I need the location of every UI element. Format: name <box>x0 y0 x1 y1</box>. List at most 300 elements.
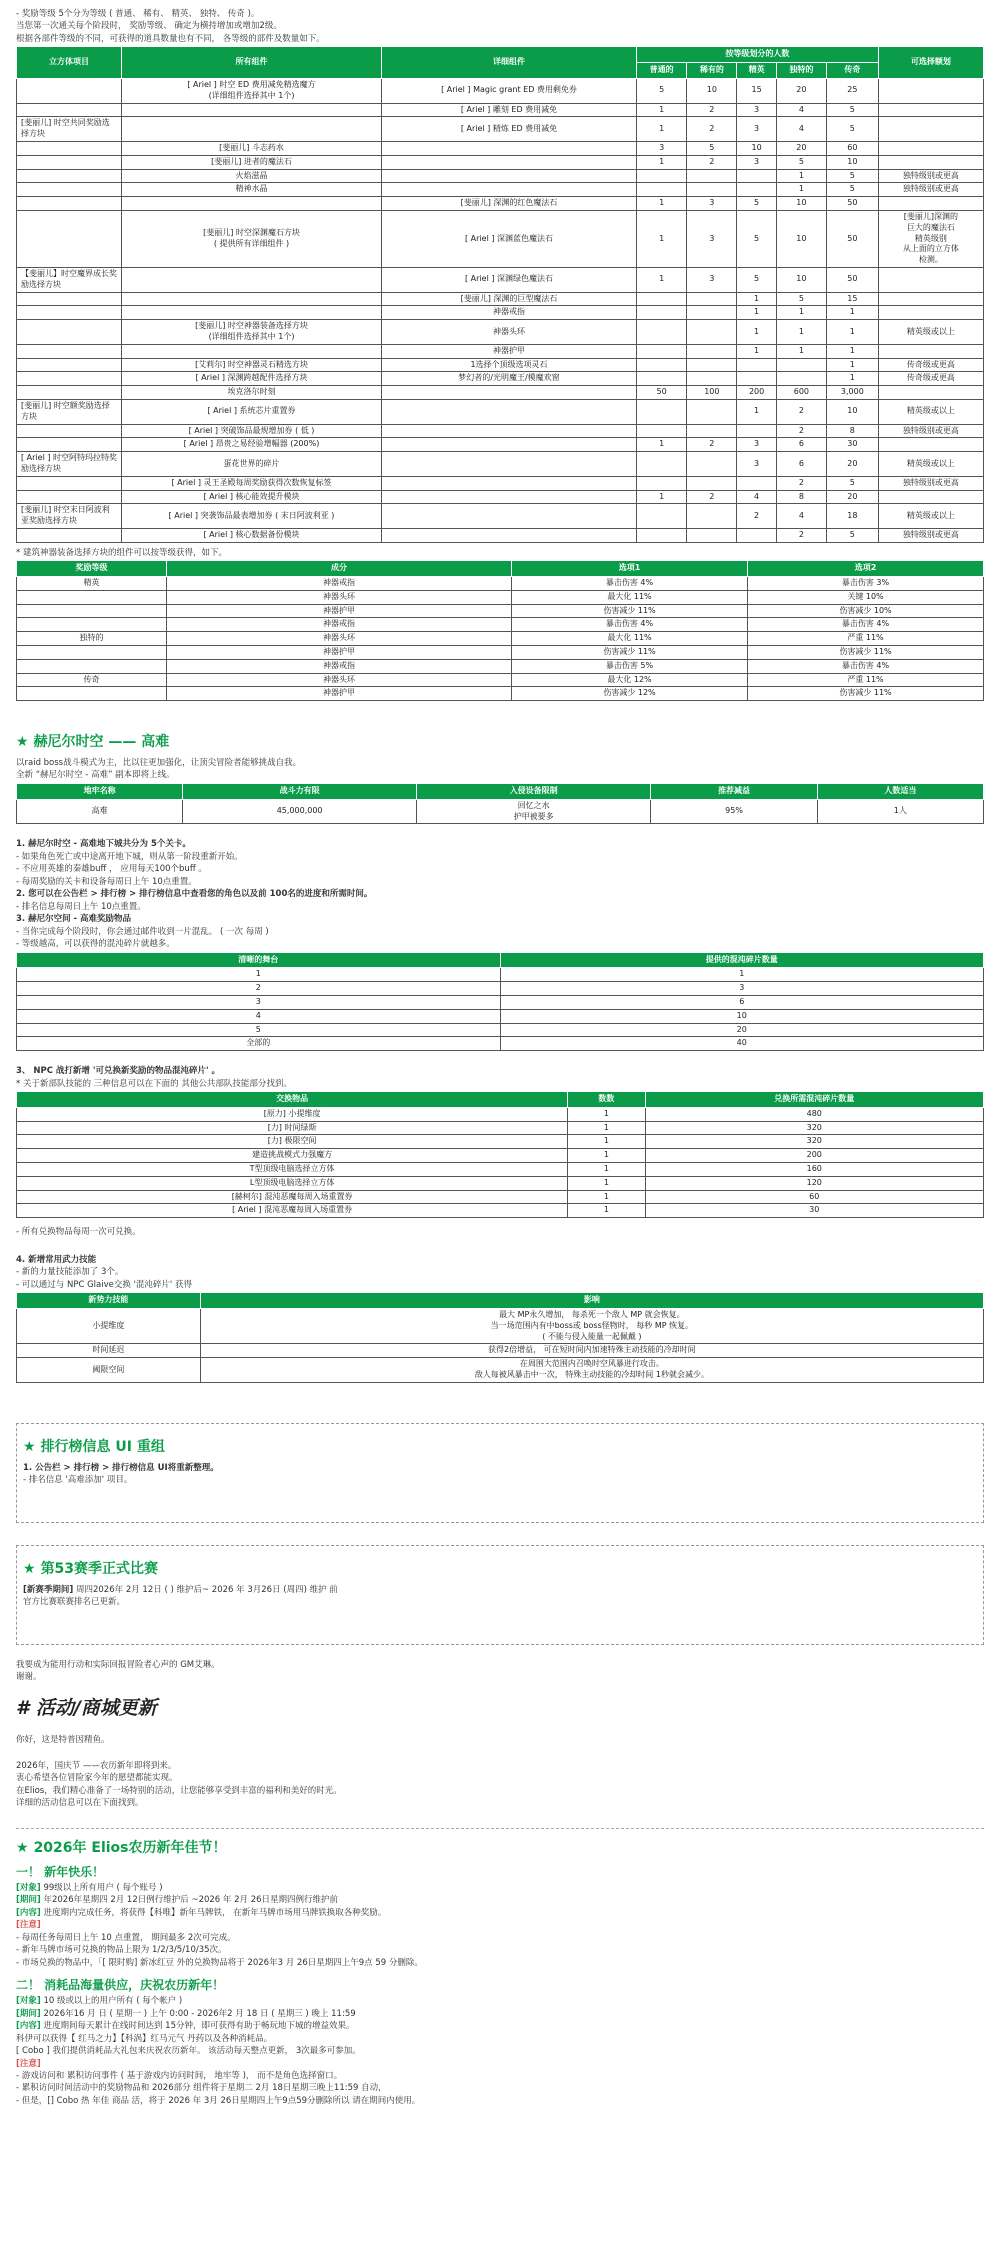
grade-cell <box>17 590 167 604</box>
table-row <box>17 659 984 673</box>
cube-cell <box>17 155 122 169</box>
exchange-header: 交换物品 <box>17 1092 568 1108</box>
star-icon: ★ <box>16 1839 29 1856</box>
exchange-item-cell: [力] 极限空间 <box>17 1135 568 1149</box>
component-cell: [斐丽儿] 时空深渊魔石方块 ( 提供所有详细组件 ) <box>122 210 382 267</box>
table-row <box>17 982 984 996</box>
detail-cell <box>382 424 637 438</box>
table-row <box>17 320 984 345</box>
table-row <box>17 358 984 372</box>
tier-count-cell: 4 <box>776 103 826 117</box>
detail-cell <box>382 386 637 400</box>
info-cell: 45,000,000 <box>183 799 417 824</box>
tier-count-cell: 2 <box>776 476 826 490</box>
tier-count-cell: 3 <box>687 267 737 292</box>
table-row <box>17 1190 984 1204</box>
header-grade: 奖励等级 <box>17 561 167 577</box>
npc-note: * 关于新部队技能的 三种信息可以在下面的 其他公共部队技能部分找到。 <box>16 1078 292 1089</box>
skill-header: 新势力技能 <box>17 1293 201 1309</box>
tier-count-cell <box>637 399 687 424</box>
optional-cell <box>878 103 983 117</box>
shard-count-cell: 20 <box>500 1023 984 1037</box>
exchange-cost-cell: 320 <box>645 1135 983 1149</box>
stage-cell: 5 <box>17 1023 501 1037</box>
tier-count-cell: 600 <box>776 386 826 400</box>
cube-cell <box>17 386 122 400</box>
exchange-count-cell: 1 <box>568 1163 645 1177</box>
tier-count-cell: 2 <box>687 490 737 504</box>
detail-cell: [ Ariel ] 精炼 ED 费用减免 <box>382 117 637 142</box>
optional-cell <box>878 292 983 306</box>
table-row <box>17 267 984 292</box>
table-row <box>17 292 984 306</box>
component-cell: [ Ariel ] 系统芯片重置券 <box>122 399 382 424</box>
event-title: # 活动/商城更新 <box>16 1696 157 1719</box>
cube-cell <box>17 372 122 386</box>
optional-cell <box>878 155 983 169</box>
tier-count-cell: 60 <box>826 141 878 155</box>
optional-cell: 精英级或以上 <box>878 399 983 424</box>
skill-name: 阈限空间 <box>17 1358 201 1383</box>
tier-count-cell <box>637 292 687 306</box>
component-cell <box>122 292 382 306</box>
cube-cell <box>17 197 122 211</box>
exchange-cost-cell: 160 <box>645 1163 983 1177</box>
optional-cell: 传奇级或更高 <box>878 358 983 372</box>
table-row <box>17 197 984 211</box>
table-row <box>17 1107 984 1121</box>
component-cell: [ Ariel ] 突破饰品最规增加券 ( 低 ) <box>122 424 382 438</box>
exchange-count-cell: 1 <box>568 1107 645 1121</box>
info-header: 战斗力有限 <box>183 783 417 799</box>
table-row <box>17 1149 984 1163</box>
exchange-header: 数数 <box>568 1092 645 1108</box>
tier-count-cell <box>687 476 737 490</box>
option2-cell: 暴击伤害 4% <box>748 618 984 632</box>
tier-count-cell: 1 <box>637 197 687 211</box>
stage-cell: 4 <box>17 1009 501 1023</box>
tier-count-cell: 3 <box>687 197 737 211</box>
tier-count-cell: 5 <box>776 155 826 169</box>
table-row <box>17 306 984 320</box>
info-cell: 高难 <box>17 799 183 824</box>
stage-cell: 1 <box>17 968 501 982</box>
tier-count-cell: 3 <box>687 210 737 267</box>
header-tier-count: 按等级划分的人数 <box>637 47 879 63</box>
detail-cell: [ Ariel ] 雕刻 ED 费用减免 <box>382 103 637 117</box>
tier-count-cell <box>637 424 687 438</box>
table-row <box>17 183 984 197</box>
table-row <box>17 169 984 183</box>
tier-count-cell <box>776 358 826 372</box>
note-line: - 奖励等级 5个分为等级 ( 普通、 稀有、 精英、 独特、 传奇 )。 <box>16 9 260 19</box>
ranking-line: - 排名信息 '高难添加' 项目。 <box>23 1475 133 1486</box>
tier-count-cell <box>637 344 687 358</box>
stage-table <box>16 952 984 1052</box>
detail-cell <box>382 476 637 490</box>
component-cell: [ Ariel ] 突袭饰品最表增加券 ( 末日阿波利亚 ) <box>122 504 382 529</box>
optional-cell: 独特级别或更高 <box>878 169 983 183</box>
shard-count-cell: 1 <box>500 968 984 982</box>
top-notes <box>16 9 984 45</box>
tier-count-cell: 50 <box>637 386 687 400</box>
grade-cell <box>17 645 167 659</box>
grade-cell: 独特的 <box>17 632 167 646</box>
tier-count-cell: 10 <box>687 79 737 104</box>
tier-count-cell: 2 <box>687 438 737 452</box>
tier-count-cell: 3 <box>737 155 776 169</box>
tier-count-cell <box>737 372 776 386</box>
skill-name: 小提维度 <box>17 1308 201 1343</box>
component-cell <box>122 267 382 292</box>
optional-cell: 传奇级或更高 <box>878 372 983 386</box>
skill-desc: 获得2倍增益， 可在短时间内加速特殊主动技能的冷却时间 <box>200 1344 983 1358</box>
part-cell: 神器戒指 <box>167 659 512 673</box>
detail-cell: [斐丽儿] 深渊的红色魔法石 <box>382 197 637 211</box>
part-cell: 神器护甲 <box>167 604 512 618</box>
stage-header: 清晰的舞台 <box>17 952 501 968</box>
component-cell: [斐丽儿] 时空神器装备选择方块 (详细组件选择其中 1个) <box>122 320 382 345</box>
newyear-sub1: 一！ 新年快乐！ <box>16 1864 105 1879</box>
table-row <box>17 1135 984 1149</box>
henir-s4-line: - 新的力量技能添加了 3个。 <box>16 1267 124 1278</box>
table-row <box>17 386 984 400</box>
component-cell: [ Ariel ] 核心数据备份模块 <box>122 528 382 542</box>
exchange-cost-cell: 320 <box>645 1121 983 1135</box>
season-title: ★ 第53赛季正式比赛 <box>23 1560 159 1577</box>
tier-count-cell: 1 <box>737 399 776 424</box>
cube-cell <box>17 490 122 504</box>
option1-cell: 伤害减少 11% <box>512 645 748 659</box>
shard-count-cell: 40 <box>500 1037 984 1051</box>
table-row <box>17 504 984 529</box>
tier-count-cell: 5 <box>826 117 878 142</box>
tier-count-cell: 2 <box>776 528 826 542</box>
part-cell: 神器戒指 <box>167 576 512 590</box>
tier-count-cell: 1 <box>776 169 826 183</box>
shard-count-cell: 3 <box>500 982 984 996</box>
exchange-cost-cell: 480 <box>645 1107 983 1121</box>
tier-count-cell: 5 <box>826 103 878 117</box>
table-row <box>17 490 984 504</box>
tier-count-cell: 1 <box>737 344 776 358</box>
cube-cell <box>17 79 122 104</box>
tier-count-cell: 10 <box>737 141 776 155</box>
skill-name: 时间延迟 <box>17 1344 201 1358</box>
optional-cell: 独特级别或更高 <box>878 183 983 197</box>
tier-count-cell: 3 <box>637 141 687 155</box>
henir-s3-line: - 当你完成每个阶段时，你会通过邮件收到一片混乱。 ( 一次 每周 ) <box>16 926 269 937</box>
tier-count-cell: 3,000 <box>826 386 878 400</box>
tier-count-cell: 20 <box>826 452 878 477</box>
tier-count-cell: 1 <box>637 210 687 267</box>
component-cell: [ Ariel ] 时空 ED 费用减免精选魔方 (详细组件选择其中 1个) <box>122 79 382 104</box>
optional-cell: 精英级或以上 <box>878 452 983 477</box>
skill-desc: 在周围大范围内召唤时空风暴进行攻击。 敌人每被风暴击中一次， 特殊主动技能的冷却时间 1秒就会减少。 <box>200 1358 983 1383</box>
newyear-section: ★ 2026年 Elios农历新年佳节！ 一！ 新年快乐！ [对象] 99级以上所有用户 ( 每个账号 ) [期间] 年2026年星期四 2月 12日例行维护后 ~2026 年 2月 26日星期四例行维护前 [内容] 进度期内完成任务，将获得【科唯】新年马牌铁， 在新年马牌市场用马牌铁换取各种奖励。 [注意] - 每周任务每周日上午 10 点重置， 期间最多 2次可完成。 - 新年马牌市场可兑换的物品上限为 1/2/3/5/10/35次。 - 市场兑换的物品中，「[ 限时购] 新冰红豆 外的兑换物品将于 2026年3 月 26日星期四上午9点 59 分删除。 二！ 消耗品海量供应，庆祝农历新年！ [对象] 10 级或以上的用户所有 ( 每个帐户 ) [期间] 2026年16 月 日 ( 星期一 ) 上午 0:00 - 2026年2 月 18 日 ( 星期三 ) 晚上 11:59 [内容] 进度期间每天累计在线时间达到 15分钟，即可获得有助于畅玩地下城的增益效果。 科伊可以获得【 红马之力】【科涡】红马元气 丹药以及各种消耗品。 [ Cobo ] 我们提供消耗品大礼包来庆祝农历新年。 该活动每天整点更新， 3次最多可参加。 [注意] - 游戏访问和 累积访问事件 ( 基于游戏内访问时间， 地牢等 )， 而不是角色选择窗口。 - 累积访问时间活动中的奖励物品和 2026部分 组件将于星期二 2月 18日星期三晚上11:59 自动， - 但是，[] Cobo 热 年佳 商品 活，将于 2026 年 3月 26日星期四上午9点59分删除所以 请在期间内使用。 <box>16 1839 984 2108</box>
component-cell <box>122 117 382 142</box>
table-row <box>17 687 984 701</box>
cube-cell <box>17 438 122 452</box>
tier-count-cell: 10 <box>826 155 878 169</box>
tier-count-cell <box>687 183 737 197</box>
header-option1: 选项1 <box>512 561 748 577</box>
tier-count-cell <box>687 344 737 358</box>
grade-cell: 传奇 <box>17 673 167 687</box>
tier-count-cell: 1 <box>826 358 878 372</box>
tier-count-cell <box>687 452 737 477</box>
tier-count-cell: 1 <box>637 490 687 504</box>
stage-cell: 全部的 <box>17 1037 501 1051</box>
tier-count-cell: 2 <box>687 103 737 117</box>
tier-count-cell <box>637 504 687 529</box>
table-row <box>17 399 984 424</box>
henir-info-table <box>16 783 984 824</box>
component-cell: 蛋花世界的碎片 <box>122 452 382 477</box>
table-row <box>17 372 984 386</box>
detail-cell <box>382 504 637 529</box>
detail-cell: 神器头环 <box>382 320 637 345</box>
tier-count-cell <box>737 528 776 542</box>
detail-cell <box>382 399 637 424</box>
tier-count-cell <box>687 399 737 424</box>
cube-cell: 【斐丽儿】时空魔界成长奖励选择方块 <box>17 267 122 292</box>
tier-count-cell: 1 <box>637 438 687 452</box>
tier-count-cell: 1 <box>776 306 826 320</box>
newyear-title: ★ 2026年 Elios农历新年佳节！ <box>16 1839 227 1856</box>
tier-count-cell: 5 <box>826 476 878 490</box>
table-row <box>17 673 984 687</box>
cube-cell <box>17 103 122 117</box>
component-cell: [艾莉尔] 时空神器灵石精选方块 <box>122 358 382 372</box>
cube-cell <box>17 306 122 320</box>
grade-cell <box>17 604 167 618</box>
cube-cell <box>17 344 122 358</box>
exchange-count-cell: 1 <box>568 1190 645 1204</box>
tier-count-cell: 4 <box>776 504 826 529</box>
exchange-count-cell: 1 <box>568 1135 645 1149</box>
info-header: 人数适当 <box>817 783 983 799</box>
optional-cell <box>878 267 983 292</box>
tier-count-cell: 2 <box>687 155 737 169</box>
event-intro: 你好，这是特普因精鱼。 2026年，国庆节 ——农历新年即将到来。 衷心希望各位冒险家今年的愿望都能实现。 在Elios，我们精心准备了一场特别的活动，让您能够享受到丰富的福利和美好的时光。 详细的活动信息可以在下面找到。 <box>16 1735 342 1809</box>
tier-count-cell: 15 <box>737 79 776 104</box>
tier-count-cell: 2 <box>776 399 826 424</box>
exchange-item-cell: [力] 时间绿斯 <box>17 1121 568 1135</box>
component-cell <box>122 306 382 320</box>
exchange-header: 兑换所需混沌碎片数量 <box>645 1092 983 1108</box>
season-line: 官方比赛联赛排名已更新。 <box>23 1597 126 1608</box>
tier-count-cell <box>637 372 687 386</box>
info-cell: 95% <box>651 799 817 824</box>
exchange-item-cell: T型顶级电脑选择立方体 <box>17 1163 568 1177</box>
table-row <box>17 618 984 632</box>
option2-cell: 关键 10% <box>748 590 984 604</box>
gm-line: 我要成为能用行动和实际回报冒险者心声的 GM艾琳。 <box>16 1659 220 1670</box>
star-icon: ★ <box>23 1438 36 1455</box>
tier-count-cell: 5 <box>737 267 776 292</box>
header-optional: 可选择额划 <box>878 47 983 79</box>
tier-count-cell: 5 <box>737 197 776 211</box>
tier-count-cell: 50 <box>826 267 878 292</box>
tier-count-cell: 15 <box>826 292 878 306</box>
henir-s1-title: 1. 赫尼尔时空 - 高难地下城共分为 5个关卡。 <box>16 839 191 850</box>
tier-count-cell: 1 <box>826 306 878 320</box>
tier-count-cell: 1 <box>826 320 878 345</box>
component-cell: 埃克洛尔时刻 <box>122 386 382 400</box>
detail-cell <box>382 141 637 155</box>
tier-count-cell: 20 <box>776 141 826 155</box>
table-row <box>17 476 984 490</box>
tier-count-cell: 10 <box>776 197 826 211</box>
exchange-count-cell: 1 <box>568 1149 645 1163</box>
tier-count-cell: 1 <box>637 155 687 169</box>
star-icon: ★ <box>16 734 29 751</box>
option1-cell: 最大化 11% <box>512 590 748 604</box>
component-cell <box>122 197 382 211</box>
tier-count-cell: 3 <box>737 438 776 452</box>
option2-cell: 严重 11% <box>748 673 984 687</box>
table-row <box>17 968 984 982</box>
detail-cell <box>382 155 637 169</box>
tier-count-cell: 1 <box>637 117 687 142</box>
henir-s3-line: - 等级越高，可以获得的混沌碎片就越多。 <box>16 939 175 950</box>
detail-cell <box>382 452 637 477</box>
exchange-cost-cell: 30 <box>645 1204 983 1218</box>
optional-cell <box>878 490 983 504</box>
table-row <box>17 344 984 358</box>
optional-cell <box>878 117 983 142</box>
component-cell: [ Ariel ] 昂贵之易经验增幅器 (200%) <box>122 438 382 452</box>
info-header: 地牢名称 <box>17 783 183 799</box>
part-cell: 神器护甲 <box>167 687 512 701</box>
grade-cell <box>17 659 167 673</box>
gm-line: 谢谢。 <box>16 1672 42 1683</box>
skill-header: 影响 <box>200 1293 983 1309</box>
info-header: 推荐减益 <box>651 783 817 799</box>
tier-count-cell: 1 <box>776 320 826 345</box>
header-option2: 选项2 <box>748 561 984 577</box>
skill-desc: 最大 MP永久增加， 每杀死一个敌人 MP 就会恢复。 当一场范围内有中boss或 boss怪物时， 每秒 MP 恢复。 ( 不能与侵入能量一起佩戴 ) <box>200 1308 983 1343</box>
tier-count-cell: 1 <box>737 320 776 345</box>
tier-count-cell <box>637 183 687 197</box>
stage-cell: 2 <box>17 982 501 996</box>
tier-count-cell <box>687 320 737 345</box>
table-row <box>17 1163 984 1177</box>
optional-cell: 精英级或以上 <box>878 320 983 345</box>
component-cell: [斐丽儿] 进者的魔法石 <box>122 155 382 169</box>
cube-cell <box>17 424 122 438</box>
part-cell: 神器护甲 <box>167 645 512 659</box>
option2-cell: 暴击伤害 4% <box>748 659 984 673</box>
note-tag: [注意] <box>16 2058 41 2069</box>
tier-count-cell <box>737 424 776 438</box>
tier-count-cell: 8 <box>826 424 878 438</box>
detail-cell <box>382 438 637 452</box>
info-cell: 回忆之水 护甲被要多 <box>416 799 650 824</box>
optional-cell <box>878 344 983 358</box>
table-row <box>17 117 984 142</box>
detail-cell: 梦幻者的/光明魔王/模魔欢窗 <box>382 372 637 386</box>
header-all-components: 所有组件 <box>122 47 382 79</box>
henir-title: ★ 赫尼尔时空 —— 高难 <box>16 734 170 751</box>
exchange-item-cell: 建造挑战模式力强魔方 <box>17 1149 568 1163</box>
component-cell: [ Ariel ] 核心能效提升模块 <box>122 490 382 504</box>
tier-count-cell: 3 <box>737 117 776 142</box>
artifact-table <box>16 560 984 701</box>
tier-count-cell <box>687 504 737 529</box>
option1-cell: 伤害减少 12% <box>512 687 748 701</box>
cube-cell <box>17 169 122 183</box>
tier-count-cell: 1 <box>637 103 687 117</box>
tier-count-cell: 1 <box>737 292 776 306</box>
henir-intro: 以raid boss战斗模式为主，比以往更加强化，让顶尖冒险者能够挑战自我。 <box>16 758 302 769</box>
tier-count-cell: 200 <box>737 386 776 400</box>
tier-count-cell <box>687 528 737 542</box>
option2-cell: 伤害减少 11% <box>748 687 984 701</box>
tier-count-cell: 3 <box>737 103 776 117</box>
tier-count-cell: 100 <box>687 386 737 400</box>
tier-count-cell: 2 <box>776 424 826 438</box>
part-cell: 神器头环 <box>167 590 512 604</box>
exchange-item-cell: L型顶级电脑选择立方体 <box>17 1176 568 1190</box>
optional-cell <box>878 79 983 104</box>
cube-cell <box>17 528 122 542</box>
tier-count-cell <box>637 476 687 490</box>
detail-cell <box>382 528 637 542</box>
table-row <box>17 604 984 618</box>
tier-count-cell: 6 <box>776 438 826 452</box>
season-period: [新赛季期间] 周四2026年 2月 12日 ( ) 维护后~ 2026 年 3月26日 (周四) 维护 前 <box>23 1584 338 1595</box>
tier-count-cell <box>637 452 687 477</box>
exchange-count-cell: 1 <box>568 1121 645 1135</box>
component-cell: 精神水晶 <box>122 183 382 197</box>
tier-count-cell: 1 <box>826 372 878 386</box>
shard-count-cell: 6 <box>500 995 984 1009</box>
cube-cell: [斐丽儿] 时空共同奖励选择方块 <box>17 117 122 142</box>
optional-cell <box>878 306 983 320</box>
component-cell: [斐丽儿] 斗志药水 <box>122 141 382 155</box>
tier-count-cell <box>637 528 687 542</box>
tier-count-cell: 25 <box>826 79 878 104</box>
tier-count-cell: 5 <box>826 528 878 542</box>
henir-s3-title: 3. 赫尼尔空间 - 高难奖励物品 <box>16 914 132 925</box>
component-cell <box>122 103 382 117</box>
exchange-item-cell: [ Ariel ] 混沌恶魔每周入场重置券 <box>17 1204 568 1218</box>
optional-cell: 独特级别或更高 <box>878 476 983 490</box>
tier-count-cell <box>637 306 687 320</box>
tier-count-cell <box>637 358 687 372</box>
optional-cell: 独特级别或更高 <box>878 424 983 438</box>
option2-cell: 暴击伤害 3% <box>748 576 984 590</box>
table-row <box>17 210 984 267</box>
tier-count-cell: 6 <box>776 452 826 477</box>
table-row <box>17 632 984 646</box>
exchange-table <box>16 1091 984 1218</box>
tier-elite: 精英 <box>737 63 776 79</box>
henir-s4-line: - 可以通过与 NPC Glaive交换 '混沌碎片' 获得 <box>16 1279 192 1290</box>
tier-unique: 独特的 <box>776 63 826 79</box>
option1-cell: 暴击伤害 4% <box>512 576 748 590</box>
tier-count-cell: 5 <box>826 169 878 183</box>
note-line: 当您第一次通关每个阶段时， 奖励等级、 确定为横持增加或增加2级。 <box>16 21 282 32</box>
option1-cell: 最大化 12% <box>512 673 748 687</box>
note-tag: [注意] <box>16 1920 41 1931</box>
henir-s2-title: 2. 您可以在公告栏 > 排行榜 > 排行榜信息中查看您的角色以及前 100名的进度和所需时间。 <box>16 889 373 900</box>
detail-cell: [斐丽儿] 深渊的巨型魔法石 <box>382 292 637 306</box>
henir-s2-line: - 排名信息每周日上午 10点重置。 <box>16 901 146 912</box>
henir-s1-line: - 不应用英雄的秦雄buff ， 应用每天100个buff 。 <box>16 864 207 875</box>
